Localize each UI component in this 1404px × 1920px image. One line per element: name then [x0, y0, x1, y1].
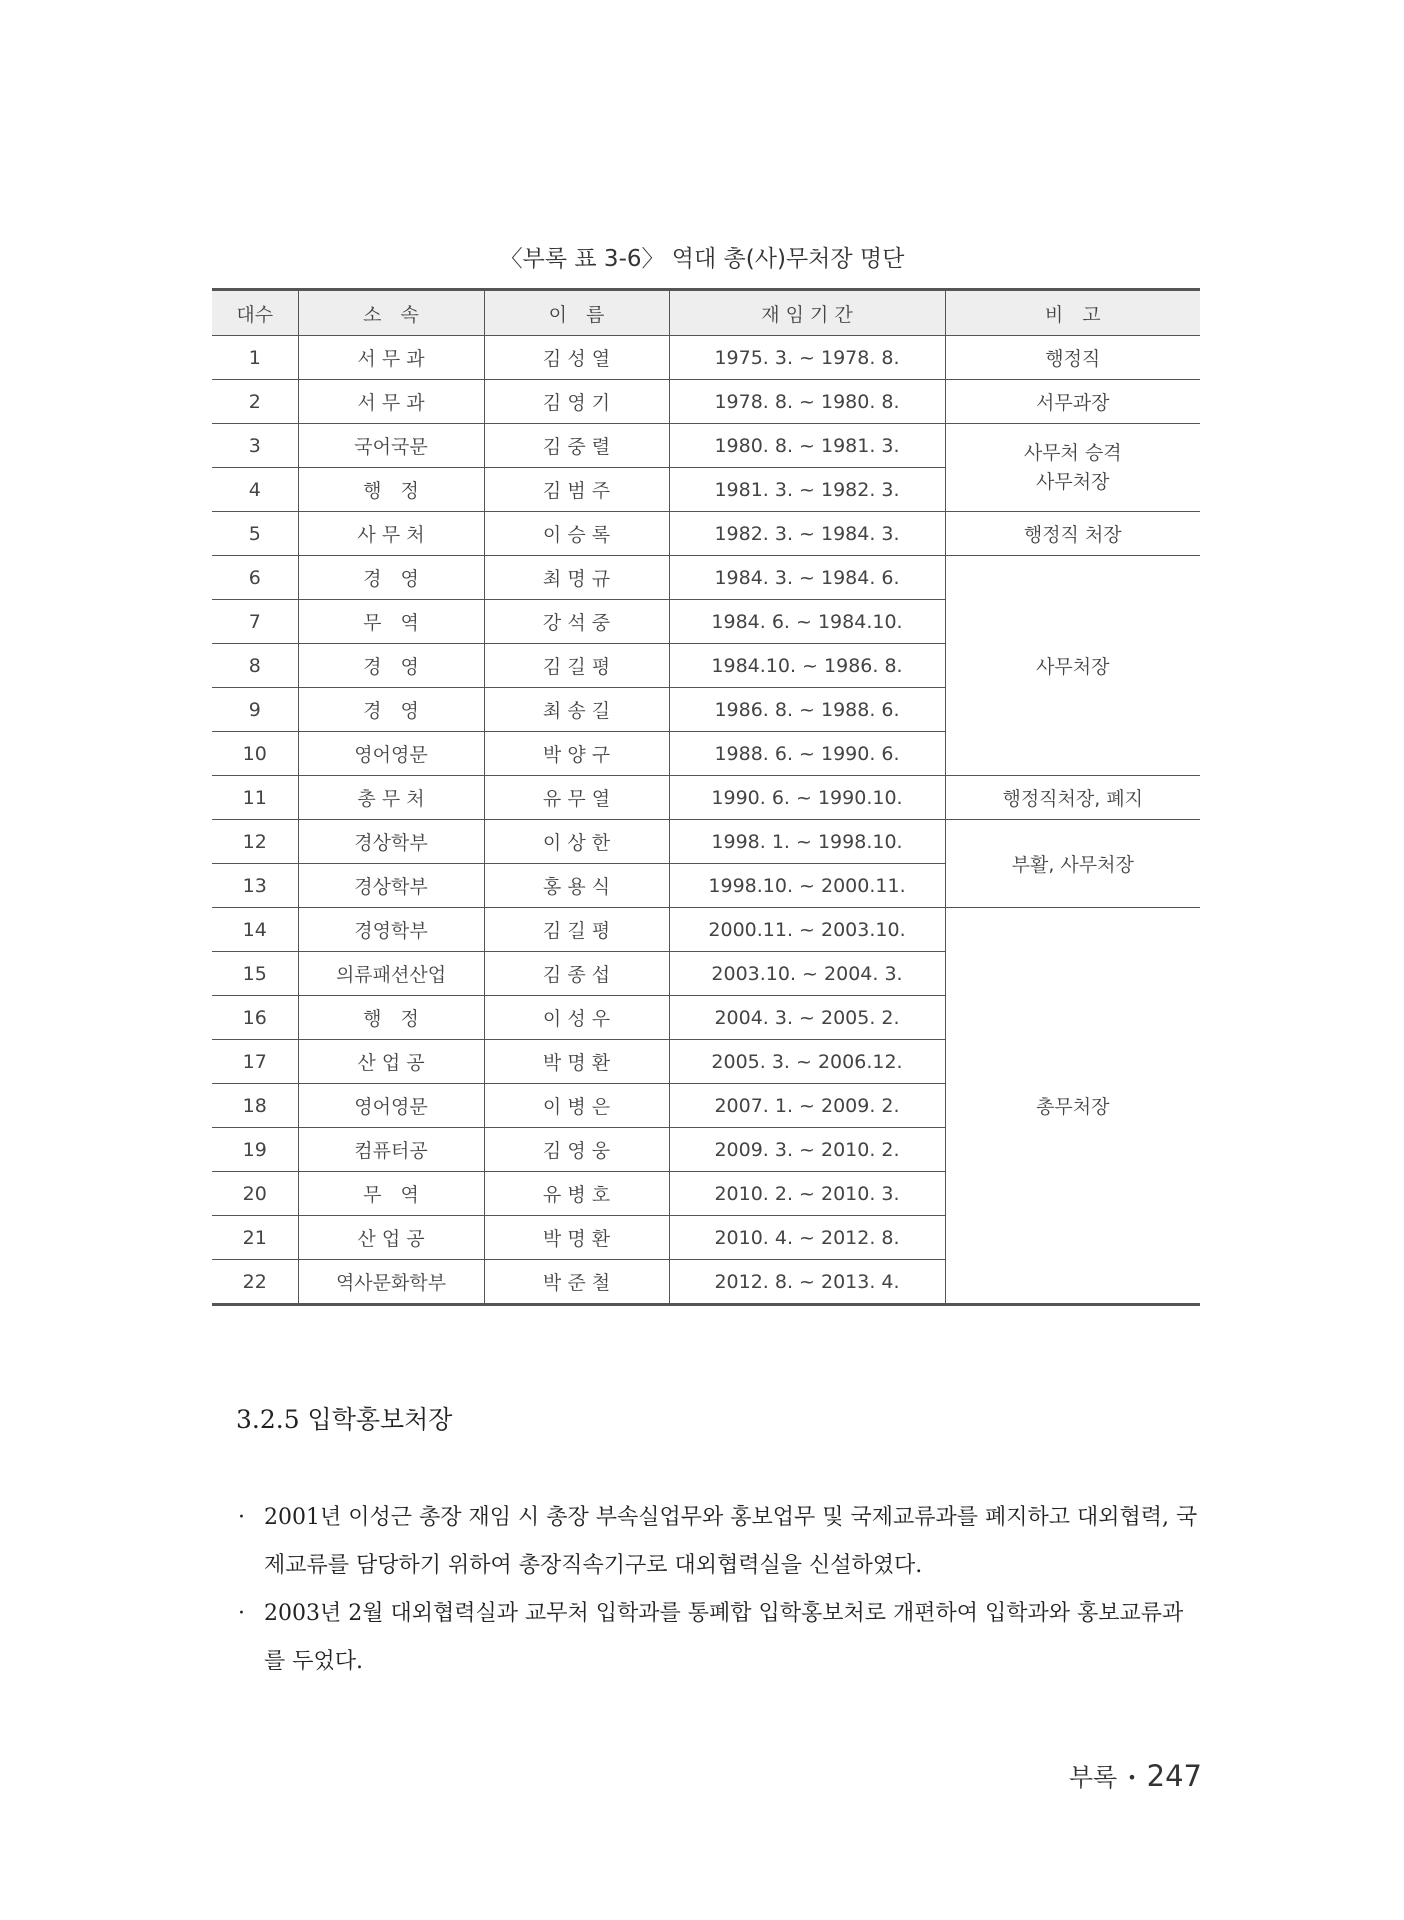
row-term: 1975. 3. ~ 1978. 8. [669, 336, 945, 380]
row-no: 3 [212, 424, 298, 468]
row-name: 유 병 호 [484, 1172, 669, 1216]
row-name: 박 양 구 [484, 732, 669, 776]
row-term: 1978. 8. ~ 1980. 8. [669, 380, 945, 424]
row-dept: 경 영 [298, 644, 484, 688]
row-dept: 행 정 [298, 996, 484, 1040]
row-no: 19 [212, 1128, 298, 1172]
row-term: 1998.10. ~ 2000.11. [669, 864, 945, 908]
row-no: 12 [212, 820, 298, 864]
row-no: 22 [212, 1260, 298, 1305]
table-row [212, 380, 1200, 424]
row-no: 8 [212, 644, 298, 688]
row-term: 1988. 6. ~ 1990. 6. [669, 732, 945, 776]
row-note-merged: 사무처장 [945, 556, 1200, 776]
row-note: 행정직 [945, 336, 1200, 380]
row-dept: 산 업 공 [298, 1216, 484, 1260]
row-no: 15 [212, 952, 298, 996]
row-no: 14 [212, 908, 298, 952]
row-name: 김 길 평 [484, 908, 669, 952]
bullet-item [234, 1590, 1202, 1686]
note-line: 사무처 승격 [1023, 442, 1122, 464]
header-name: 이 름 [484, 290, 669, 336]
row-dept: 경 영 [298, 556, 484, 600]
bullet-marker: · [238, 1505, 245, 1530]
table-row [212, 908, 1200, 952]
row-term: 1980. 8. ~ 1981. 3. [669, 424, 945, 468]
row-name: 홍 용 식 [484, 864, 669, 908]
row-no: 17 [212, 1040, 298, 1084]
row-no: 9 [212, 688, 298, 732]
row-dept: 서 무 과 [298, 380, 484, 424]
row-name: 이 상 한 [484, 820, 669, 864]
row-name: 박 준 철 [484, 1260, 669, 1305]
page-number: 247 [1146, 1759, 1202, 1793]
row-term: 2003.10. ~ 2004. 3. [669, 952, 945, 996]
row-dept: 총 무 처 [298, 776, 484, 820]
row-name: 김 영 웅 [484, 1128, 669, 1172]
row-name: 김 길 평 [484, 644, 669, 688]
row-no: 5 [212, 512, 298, 556]
row-no: 13 [212, 864, 298, 908]
row-name: 유 무 열 [484, 776, 669, 820]
header-term: 재 임 기 간 [669, 290, 945, 336]
table-row [212, 820, 1200, 864]
row-name: 박 명 환 [484, 1040, 669, 1084]
row-no: 4 [212, 468, 298, 512]
row-term: 1998. 1. ~ 1998.10. [669, 820, 945, 864]
bullet-text: 2001년 이성근 총장 재임 시 총장 부속실업무와 홍보업무 및 국제교류과를 폐지하고 대외협력, 국제교류를 담당하기 위하여 총장직속기구로 대외협력실을 신설하였다. [264, 1505, 1198, 1578]
row-dept: 경상학부 [298, 820, 484, 864]
row-note-merged: 부활, 사무처장 [945, 820, 1200, 908]
row-no: 2 [212, 380, 298, 424]
row-term: 1982. 3. ~ 1984. 3. [669, 512, 945, 556]
row-no: 10 [212, 732, 298, 776]
row-name: 김 종 섭 [484, 952, 669, 996]
bullet-text: 2003년 2월 대외협력실과 교무처 입학과를 통폐합 입학홍보처로 개편하여 입학과와 홍보교류과를 두었다. [264, 1601, 1184, 1674]
bullet-marker: · [238, 1601, 245, 1626]
row-note-merged: 총무처장 [945, 908, 1200, 1305]
table-caption: 〈부록 표 3-6〉 역대 총(사)무처장 명단 [499, 246, 905, 272]
row-dept: 경 영 [298, 688, 484, 732]
row-no: 21 [212, 1216, 298, 1260]
row-term: 1984.10. ~ 1986. 8. [669, 644, 945, 688]
row-name: 이 성 우 [484, 996, 669, 1040]
row-term: 2005. 3. ~ 2006.12. [669, 1040, 945, 1084]
table-header-row [212, 290, 1200, 336]
row-name: 김 중 렬 [484, 424, 669, 468]
row-name: 최 명 규 [484, 556, 669, 600]
row-term: 2012. 8. ~ 2013. 4. [669, 1260, 945, 1305]
row-term: 2010. 4. ~ 2012. 8. [669, 1216, 945, 1260]
row-term: 2000.11. ~ 2003.10. [669, 908, 945, 952]
row-note: 서무과장 [945, 380, 1200, 424]
row-name: 이 병 은 [484, 1084, 669, 1128]
page-footer [1069, 1758, 1202, 1794]
roster-table [212, 288, 1200, 1306]
row-name: 박 명 환 [484, 1216, 669, 1260]
row-dept: 의류패션산업 [298, 952, 484, 996]
table-row [212, 424, 1200, 468]
row-no: 11 [212, 776, 298, 820]
row-name: 강 석 중 [484, 600, 669, 644]
row-name: 이 승 록 [484, 512, 669, 556]
row-no: 18 [212, 1084, 298, 1128]
table-row [212, 776, 1200, 820]
row-no: 20 [212, 1172, 298, 1216]
row-note: 행정직 처장 [945, 512, 1200, 556]
row-name: 김 성 열 [484, 336, 669, 380]
bullet-item [234, 1494, 1202, 1590]
header-note: 비 고 [945, 290, 1200, 336]
row-dept: 경영학부 [298, 908, 484, 952]
row-term: 2009. 3. ~ 2010. 2. [669, 1128, 945, 1172]
row-term: 1990. 6. ~ 1990.10. [669, 776, 945, 820]
row-dept: 사 무 처 [298, 512, 484, 556]
header-dept: 소 속 [298, 290, 484, 336]
row-no: 7 [212, 600, 298, 644]
table-row [212, 336, 1200, 380]
row-dept: 행 정 [298, 468, 484, 512]
footer-separator: • [1127, 1768, 1137, 1787]
row-dept: 무 역 [298, 1172, 484, 1216]
row-note-merged [945, 424, 1200, 512]
row-dept: 무 역 [298, 600, 484, 644]
row-dept: 경상학부 [298, 864, 484, 908]
row-name: 김 영 기 [484, 380, 669, 424]
row-dept: 국어국문 [298, 424, 484, 468]
row-term: 1981. 3. ~ 1982. 3. [669, 468, 945, 512]
row-term: 2007. 1. ~ 2009. 2. [669, 1084, 945, 1128]
row-dept: 영어영문 [298, 1084, 484, 1128]
row-no: 6 [212, 556, 298, 600]
bullet-list [234, 1494, 1202, 1686]
section-heading: 3.2.5 입학홍보처장 [236, 1405, 453, 1434]
row-term: 2004. 3. ~ 2005. 2. [669, 996, 945, 1040]
table-row [212, 512, 1200, 556]
note-line: 사무처장 [1036, 470, 1110, 493]
row-no: 1 [212, 336, 298, 380]
row-name: 최 송 길 [484, 688, 669, 732]
row-dept: 역사문화학부 [298, 1260, 484, 1305]
footer-label: 부록 [1068, 1763, 1118, 1792]
row-term: 1986. 8. ~ 1988. 6. [669, 688, 945, 732]
row-dept: 컴퓨터공 [298, 1128, 484, 1172]
row-dept: 영어영문 [298, 732, 484, 776]
header-no: 대수 [212, 290, 298, 336]
row-term: 1984. 6. ~ 1984.10. [669, 600, 945, 644]
row-dept: 산 업 공 [298, 1040, 484, 1084]
row-dept: 서 무 과 [298, 336, 484, 380]
row-term: 2010. 2. ~ 2010. 3. [669, 1172, 945, 1216]
row-no: 16 [212, 996, 298, 1040]
table-row [212, 556, 1200, 600]
row-name: 김 범 주 [484, 468, 669, 512]
row-term: 1984. 3. ~ 1984. 6. [669, 556, 945, 600]
row-note: 행정직처장, 폐지 [945, 776, 1200, 820]
